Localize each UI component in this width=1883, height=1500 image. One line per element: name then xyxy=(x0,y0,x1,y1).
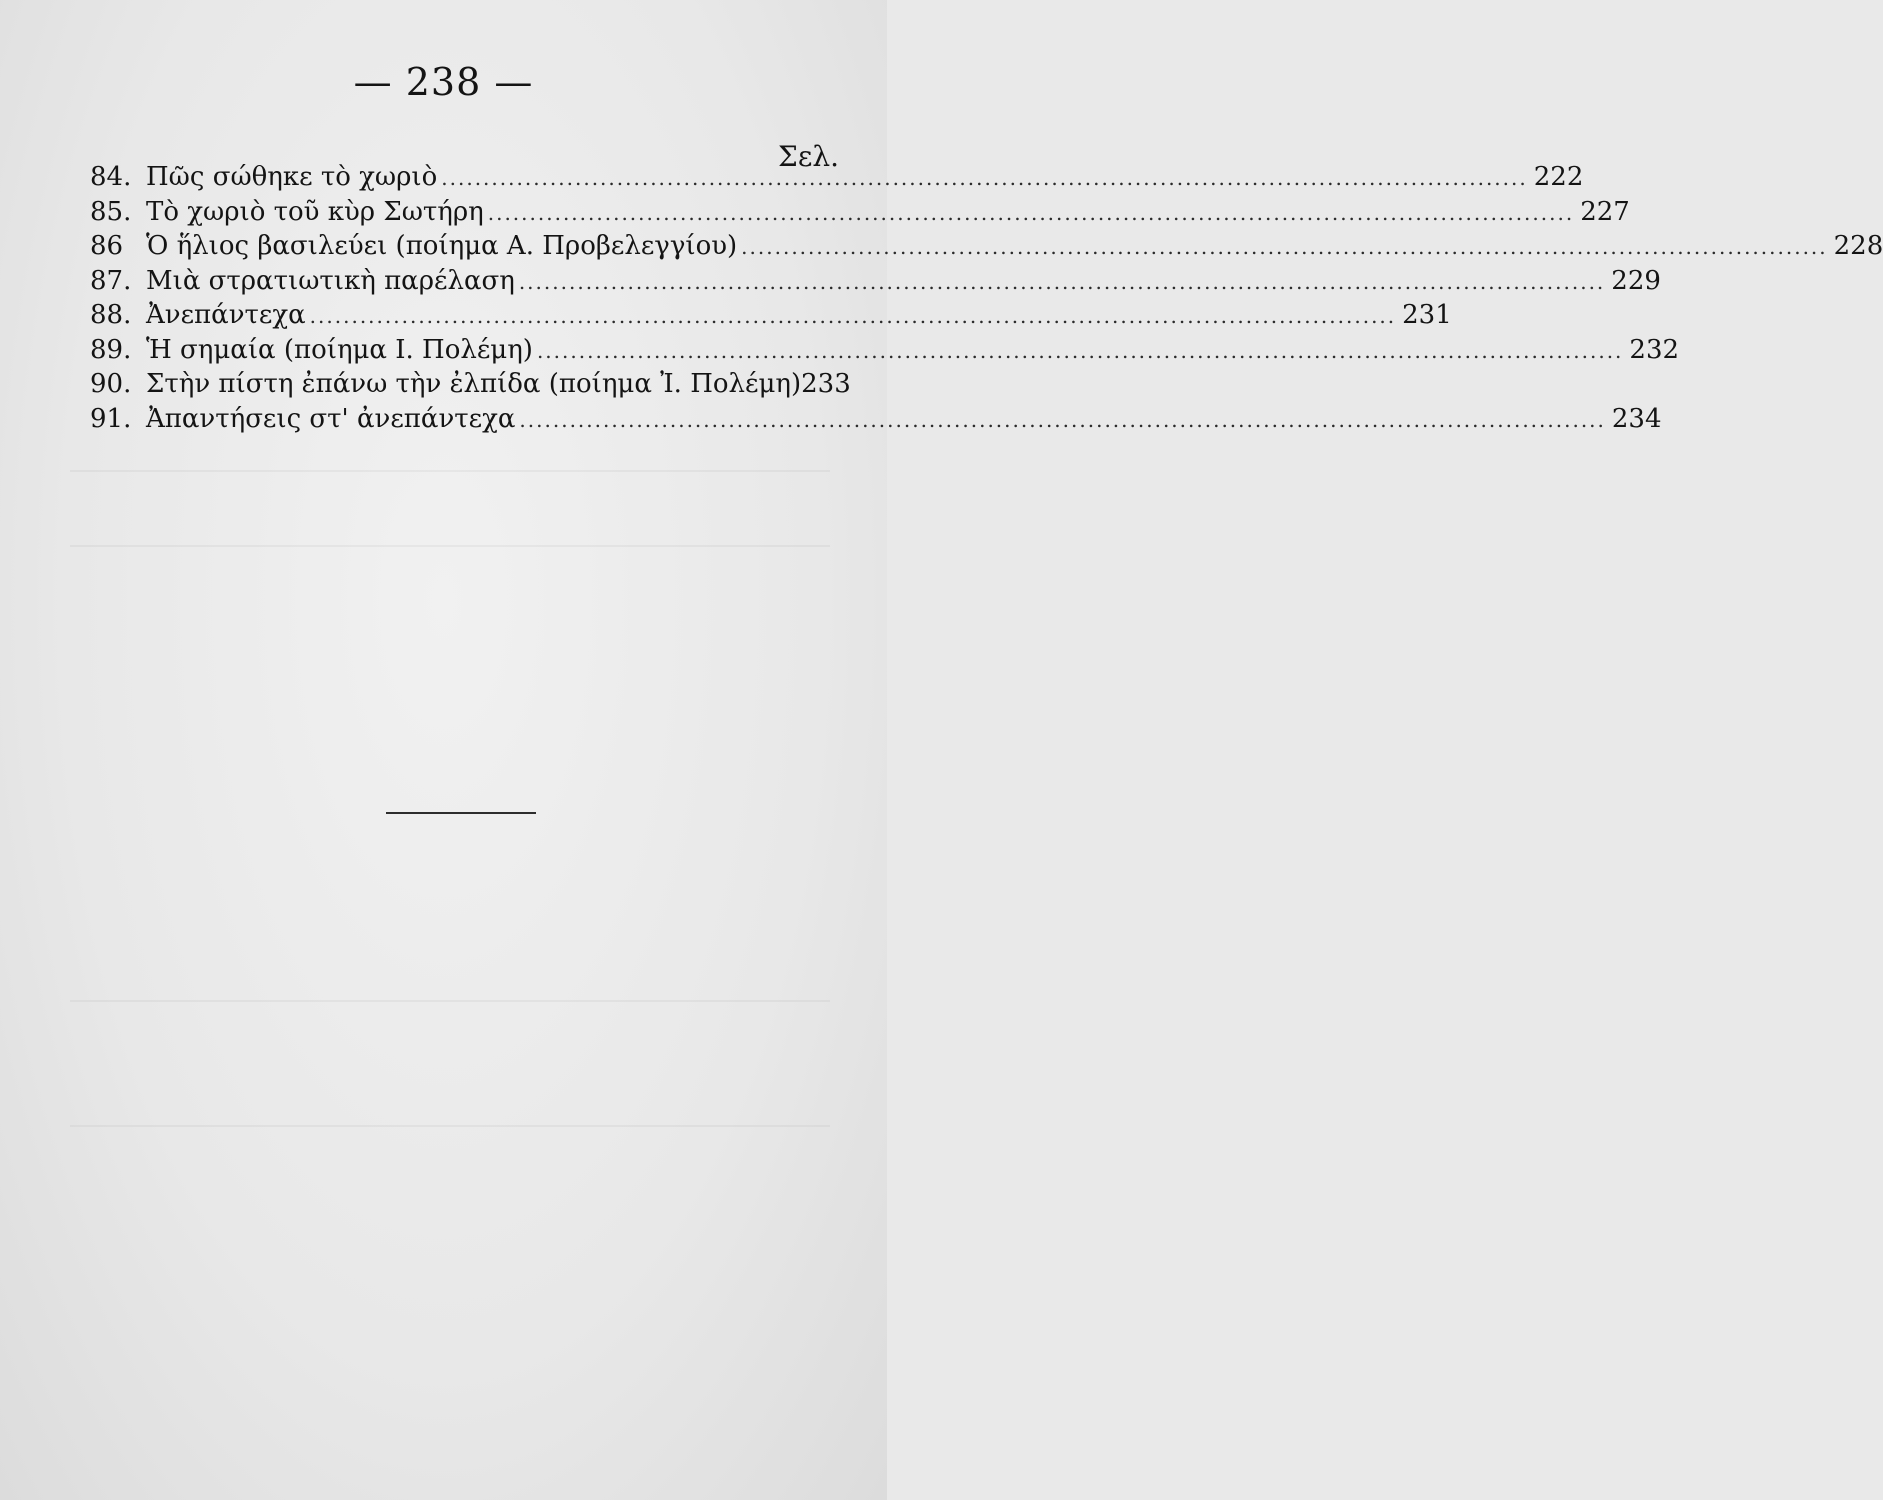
entry-number: 85. xyxy=(90,196,132,227)
dot-leader xyxy=(519,408,1605,432)
dot-leader xyxy=(537,339,1623,363)
toc-entry xyxy=(90,196,1630,232)
page-number: — 238 — xyxy=(353,60,534,104)
show-through-line xyxy=(70,1125,830,1127)
dot-leader xyxy=(488,201,1574,225)
section-divider-rule xyxy=(386,812,536,814)
entry-page: 233 xyxy=(801,369,851,399)
entry-title: Μιὰ στρατιωτικὴ παρέλαση xyxy=(146,265,515,296)
dot-leader xyxy=(310,304,1396,328)
entry-page: 232 xyxy=(1629,334,1680,365)
entry-page: 229 xyxy=(1611,265,1661,296)
entry-page: 222 xyxy=(1533,162,1584,192)
entry-title: Ἡ σημαία (ποίημα Ι. Πολέμη) xyxy=(146,334,533,365)
page-column-header: Σελ. xyxy=(778,140,839,173)
entry-number: 89. xyxy=(90,334,132,365)
toc-entry xyxy=(90,265,1661,301)
toc-entry xyxy=(90,403,1662,439)
toc-entry xyxy=(90,369,851,404)
dot-leader xyxy=(741,235,1827,259)
toc-entry xyxy=(90,300,1452,335)
dot-leader xyxy=(441,166,1527,190)
toc-entry xyxy=(90,162,1584,197)
toc-entry xyxy=(90,334,1680,370)
entry-title: Τὸ χωριὸ τοῦ κὺρ Σωτήρη xyxy=(146,196,484,227)
entry-title: Ὁ ἥλιος βασιλεύει (ποίημα Α. Προβελεγγίου) xyxy=(146,231,738,261)
dot-leader xyxy=(519,270,1605,294)
table-of-contents xyxy=(90,162,1883,438)
toc-entry xyxy=(90,231,1883,266)
entry-number: 90. xyxy=(90,369,132,399)
show-through-line xyxy=(70,545,830,547)
entry-page: 231 xyxy=(1402,300,1452,330)
entry-title: Ἀνεπάντεχα xyxy=(146,300,306,330)
entry-number: 88. xyxy=(90,300,132,330)
entry-page: 227 xyxy=(1580,196,1630,227)
entry-number: 84. xyxy=(90,162,132,192)
entry-title: Ἀπαντήσεις στ' ἀνεπάντεχα xyxy=(146,403,516,434)
entry-page: 234 xyxy=(1611,403,1662,434)
show-through-line xyxy=(70,1000,830,1002)
entry-title: Στὴν πίστη ἐπάνω τὴν ἐλπίδα (ποίημα Ἰ. Πολέμη) xyxy=(146,369,802,399)
entry-title: Πῶς σώθηκε τὸ χωριὸ xyxy=(146,162,438,192)
show-through-line xyxy=(70,470,830,472)
entry-number: 91. xyxy=(90,403,132,434)
entry-number: 86 xyxy=(90,231,124,261)
entry-page: 228 xyxy=(1833,231,1883,261)
entry-number: 87. xyxy=(90,265,132,296)
